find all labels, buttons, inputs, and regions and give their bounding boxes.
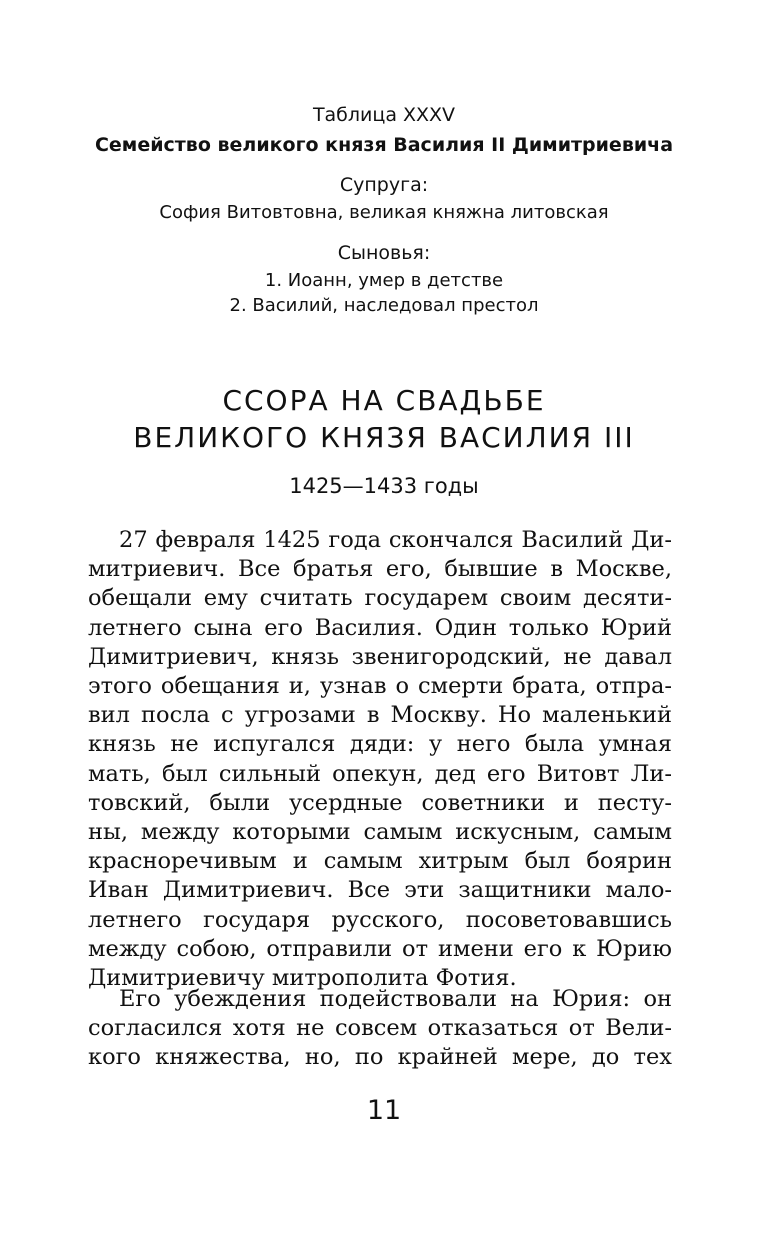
text-line: между собою, отправили от имени его к Юрию <box>88 935 672 962</box>
page-number: 11 <box>366 1095 402 1126</box>
text-line: князь не испугался дяди: у него была умная <box>88 731 672 758</box>
chapter-years: 1425—1433 годы <box>289 474 479 498</box>
paragraph <box>88 526 672 993</box>
text-line: ны, между которыми самым искусным, самым <box>88 819 672 846</box>
text-line: красноречивым и самым хитрым был боярин <box>88 848 672 875</box>
text-line: летнего сына его Василия. Один только Юрий <box>88 614 672 641</box>
chapter-title-line: ВЕЛИКОГО КНЯЗЯ ВАСИЛИЯ III <box>133 421 635 454</box>
text-line: этого обещания и, узнав о смерти брата, отпра- <box>88 673 672 700</box>
son-item: 1. Иоанн, умер в детстве <box>264 270 504 291</box>
table-number: Таблица XXXV <box>312 104 456 126</box>
son-item: 2. Василий, наследовал престол <box>229 295 539 316</box>
text-line: Димитриевич, князь звенигородский, не давал <box>88 643 672 670</box>
text-line: митриевич. Все братья его, бывшие в Москве, <box>88 556 672 583</box>
text-line: Иван Димитриевич. Все эти защитники мало- <box>88 877 672 904</box>
text-line: Димитриевичу митрополита Фотия. <box>88 965 517 992</box>
text-line: Его убеждения подействовали на Юрия: он <box>119 986 672 1012</box>
text-line: мать, был сильный опекун, дед его Витовт Ли- <box>88 760 672 787</box>
spouse-name: София Витовтовна, великая княжна литовская <box>159 202 609 223</box>
text-line: обещали ему считать государем своим десяти- <box>88 585 672 612</box>
paragraph <box>88 985 672 1073</box>
chapter-title-line: ССОРА НА СВАДЬБЕ <box>222 384 546 417</box>
text-line: согласился хотя не совсем отказаться от Вели- <box>88 1015 672 1042</box>
sons-label: Сыновья: <box>337 242 431 264</box>
text-line: товский, были усердные советники и песту- <box>88 789 672 816</box>
text-line: 27 февраля 1425 года скончался Василий Ди- <box>119 527 672 553</box>
spouse-label: Супруга: <box>339 174 429 196</box>
text-line: кого княжества, но, по крайней мере, до тех <box>88 1044 672 1071</box>
table-heading: Семейство великого князя Василия II Димитриевича <box>94 134 674 156</box>
text-line: вил посла с угрозами в Москву. Но маленький <box>88 702 672 729</box>
text-line: летнего государя русского, посоветовавшись <box>88 906 672 933</box>
